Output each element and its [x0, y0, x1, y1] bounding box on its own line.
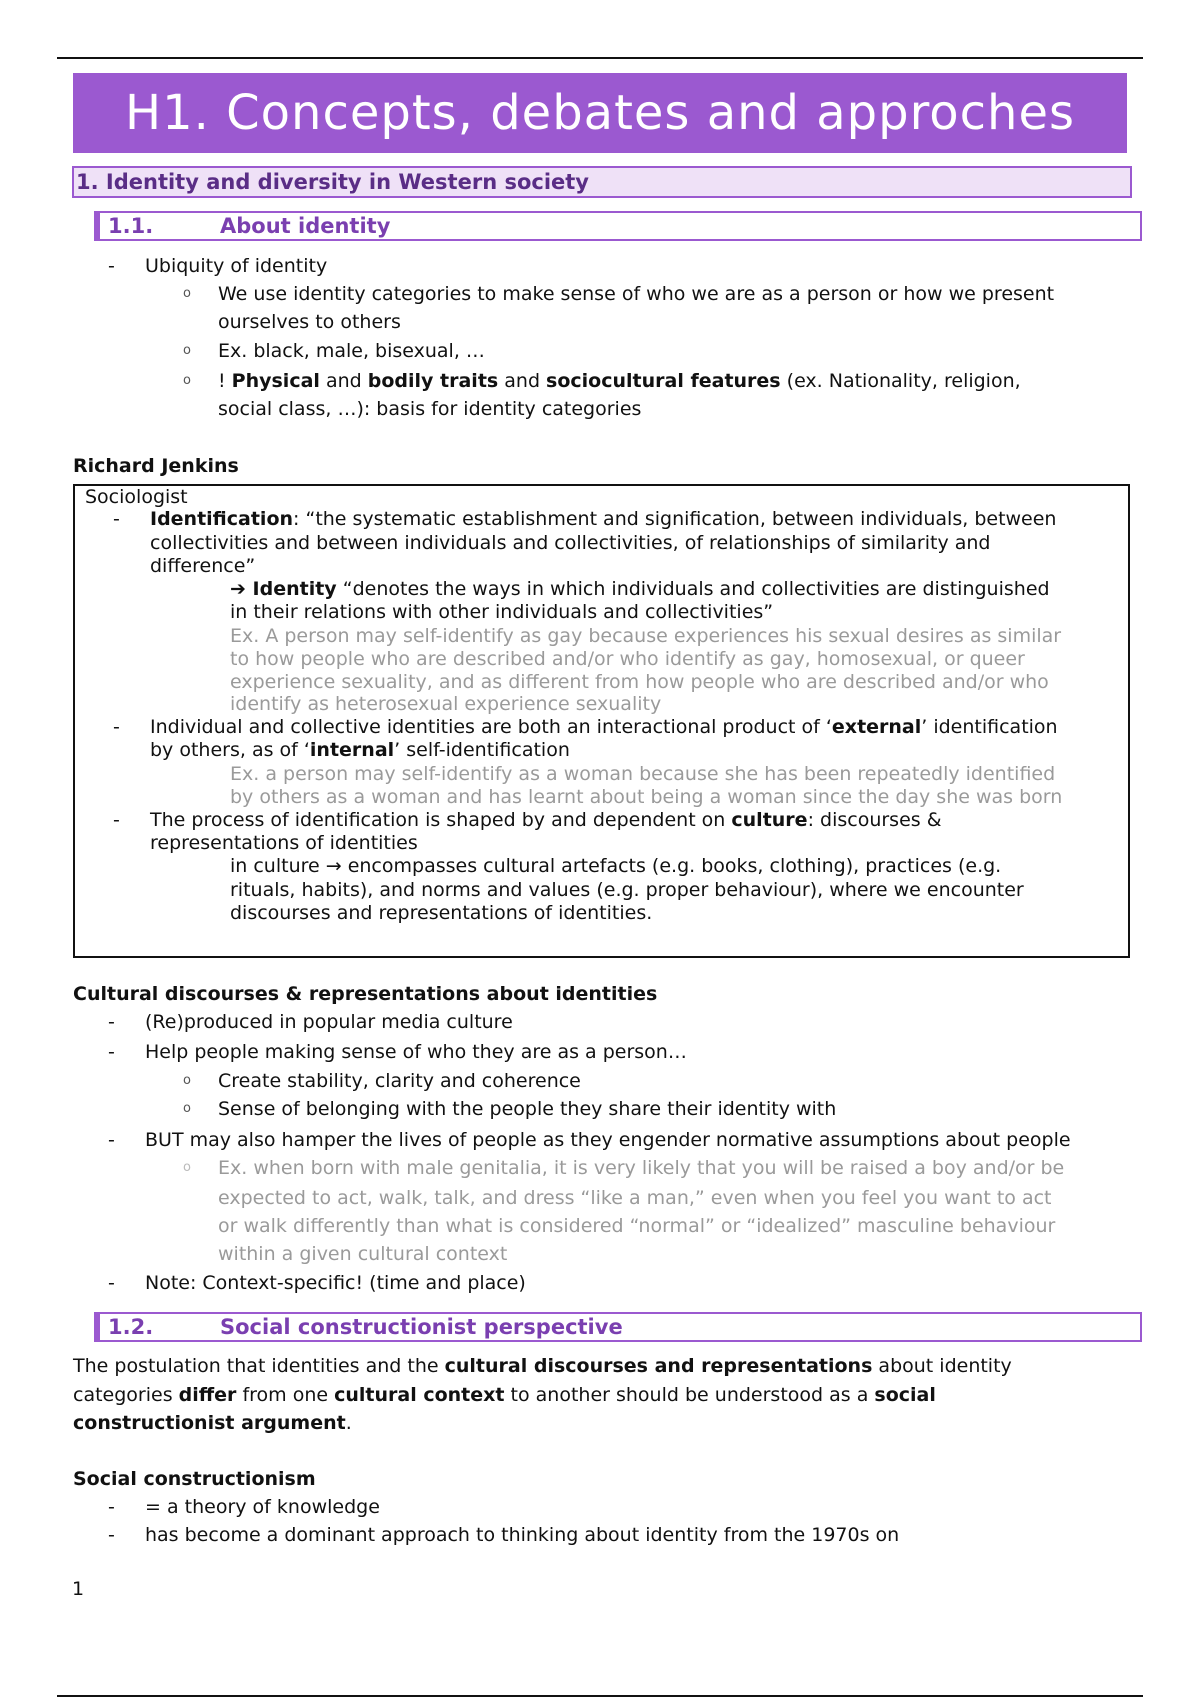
bullet-dash: -: [108, 1496, 115, 1518]
bullet-circle: o: [183, 343, 191, 358]
list-item: [218, 367, 1021, 395]
list-item: Sense of belonging with the people they share their identity with: [218, 1098, 837, 1120]
bullet-dash: -: [113, 508, 120, 530]
list-item: = a theory of knowledge: [145, 1496, 380, 1518]
text: from one: [236, 1384, 335, 1406]
text: and: [498, 370, 547, 392]
text: .: [345, 1412, 352, 1434]
bold-text: constructionist argument: [73, 1412, 346, 1434]
text: “denotes the ways in which individuals and collectivities are distinguished: [336, 578, 1050, 600]
list-item: Ex. black, male, bisexual, …: [218, 340, 485, 362]
text: (ex. Nationality, religion,: [780, 370, 1021, 392]
list-item: Ubiquity of identity: [145, 255, 328, 277]
paragraph-line: [73, 1352, 1012, 1380]
bullet-circle: o: [183, 373, 191, 388]
example-text: by others as a woman and has learnt about being a woman since the day she was born: [230, 786, 1063, 808]
section-heading-1: [72, 166, 1132, 198]
example-text: Ex. a person may self-identify as a woman because she has been repeatedly identified: [230, 763, 1056, 785]
text: and: [319, 370, 368, 392]
bold-text: social: [874, 1384, 936, 1406]
bold-text: differ: [178, 1384, 237, 1406]
bold-text: Physical: [231, 370, 320, 392]
text: about identity: [872, 1355, 1012, 1377]
identity-def-cont: in their relations with other individuals and collectivities”: [230, 601, 774, 623]
list-item: has become a dominant approach to thinking about identity from the 1970s on: [145, 1524, 900, 1546]
bold-text: sociocultural features: [546, 370, 781, 392]
text: Individual and collective identities are both an interactional product of ‘: [150, 716, 832, 738]
bold-text: Identity: [252, 578, 337, 600]
identification-def-cont: difference”: [150, 555, 256, 577]
list-item-cont: ourselves to others: [218, 311, 401, 333]
process-identification: [150, 809, 942, 832]
section-heading-1-2: [94, 1312, 1142, 1342]
bold-text: internal: [309, 739, 395, 761]
arrow-icon: ➔: [230, 578, 253, 600]
cultural-heading: Cultural discourses & representations about identities: [73, 983, 658, 1005]
text: !: [218, 370, 232, 392]
text: : discourses &: [807, 809, 942, 831]
bold-text: external: [831, 716, 922, 738]
bullet-dash: -: [108, 1011, 115, 1033]
list-item: BUT may also hamper the lives of people as they engender normative assumptions about people: [145, 1129, 1071, 1151]
individual-identities: [150, 716, 1058, 739]
jenkins-box: [73, 484, 1130, 958]
list-item: We use identity categories to make sense of who we are as a person or how we present: [218, 283, 1055, 305]
section-heading-1-label: 1. Identity and diversity in Western society: [76, 170, 589, 194]
bold-text: Identification: [150, 508, 294, 530]
text: The postulation that identities and the: [73, 1355, 445, 1377]
identification-def-cont: collectivities and between individuals and collectivities, of relationships of similarity and: [150, 532, 991, 554]
paragraph-line: [73, 1409, 352, 1437]
list-item: Note: Context-specific! (time and place): [145, 1272, 526, 1294]
section-number: 1.1.: [108, 214, 154, 238]
example-text: expected to act, walk, talk, and dress “like a man,” even when you feel you want to act: [218, 1187, 1052, 1209]
culture-text: discourses and representations of identities.: [230, 902, 653, 924]
bullet-dash: -: [108, 1272, 115, 1294]
section-number: 1.2.: [108, 1315, 154, 1339]
top-rule: [57, 57, 1143, 59]
text: ’ identification: [921, 716, 1058, 738]
text: ’ self-identification: [394, 739, 570, 761]
text: by others, as of ‘: [150, 739, 310, 761]
bullet-dash: -: [108, 1041, 115, 1063]
page-title: H1. Concepts, debates and approches: [73, 73, 1127, 153]
bullet-circle: o: [183, 1073, 191, 1088]
list-item: (Re)produced in popular media culture: [145, 1011, 513, 1033]
text: The process of identification is shaped by and dependent on: [150, 809, 732, 831]
bottom-rule: [57, 1695, 1143, 1697]
example-text: Ex. when born with male genitalia, it is very likely that you will be raised a boy and/or be: [218, 1157, 1065, 1179]
example-text: to how people who are described and/or who identify as gay, homosexual, or queer: [230, 648, 1025, 670]
process-identification-cont: representations of identities: [150, 832, 418, 854]
section-title: Social constructionist perspective: [220, 1315, 623, 1339]
jenkins-heading: Richard Jenkins: [73, 455, 239, 477]
bold-text: cultural discourses and representations: [444, 1355, 873, 1377]
example-text: identify as heterosexual experience sexuality: [230, 693, 662, 715]
jenkins-role: Sociologist: [85, 486, 188, 508]
culture-text: in culture → encompasses cultural artefacts (e.g. books, clothing), practices (e.g.: [230, 855, 1002, 877]
culture-text: rituals, habits), and norms and values (e.g. proper behaviour), where we encounter: [230, 879, 1024, 901]
bullet-circle: o: [183, 1101, 191, 1116]
section-heading-1-1: [94, 211, 1142, 241]
bullet-dash: -: [108, 1129, 115, 1151]
bold-text: culture: [731, 809, 808, 831]
bullet-circle: o: [183, 286, 191, 301]
example-text: or walk differently than what is considered “normal” or “idealized” masculine behaviour: [218, 1215, 1056, 1237]
bullet-dash: -: [113, 809, 120, 831]
text: to another should be understood as a: [504, 1384, 875, 1406]
example-text: Ex. A person may self-identify as gay because experiences his sexual desires as similar: [230, 625, 1062, 647]
bold-text: bodily traits: [367, 370, 499, 392]
text: categories: [73, 1384, 179, 1406]
page-number: 1: [72, 1578, 85, 1600]
social-constructionism-heading: Social constructionism: [73, 1468, 316, 1490]
bullet-circle: o: [183, 1160, 191, 1175]
section-title: About identity: [220, 214, 391, 238]
paragraph-line: [73, 1381, 936, 1409]
individual-identities-cont: [150, 739, 570, 762]
list-item-cont: social class, …): basis for identity categories: [218, 398, 642, 420]
list-item: Create stability, clarity and coherence: [218, 1070, 581, 1092]
text: : “the systematic establishment and signification, between individuals, between: [293, 508, 1057, 530]
identity-def: [230, 578, 1050, 601]
example-text: within a given cultural context: [218, 1243, 508, 1265]
list-item: Help people making sense of who they are as a person…: [145, 1041, 687, 1063]
example-text: experience sexuality, and as different from how people who are described and/or who: [230, 671, 1049, 693]
bold-text: cultural context: [334, 1384, 505, 1406]
bullet-dash: -: [108, 1524, 115, 1546]
bullet-dash: -: [108, 255, 115, 277]
bullet-dash: -: [113, 716, 120, 738]
identification-def: [150, 508, 1056, 531]
